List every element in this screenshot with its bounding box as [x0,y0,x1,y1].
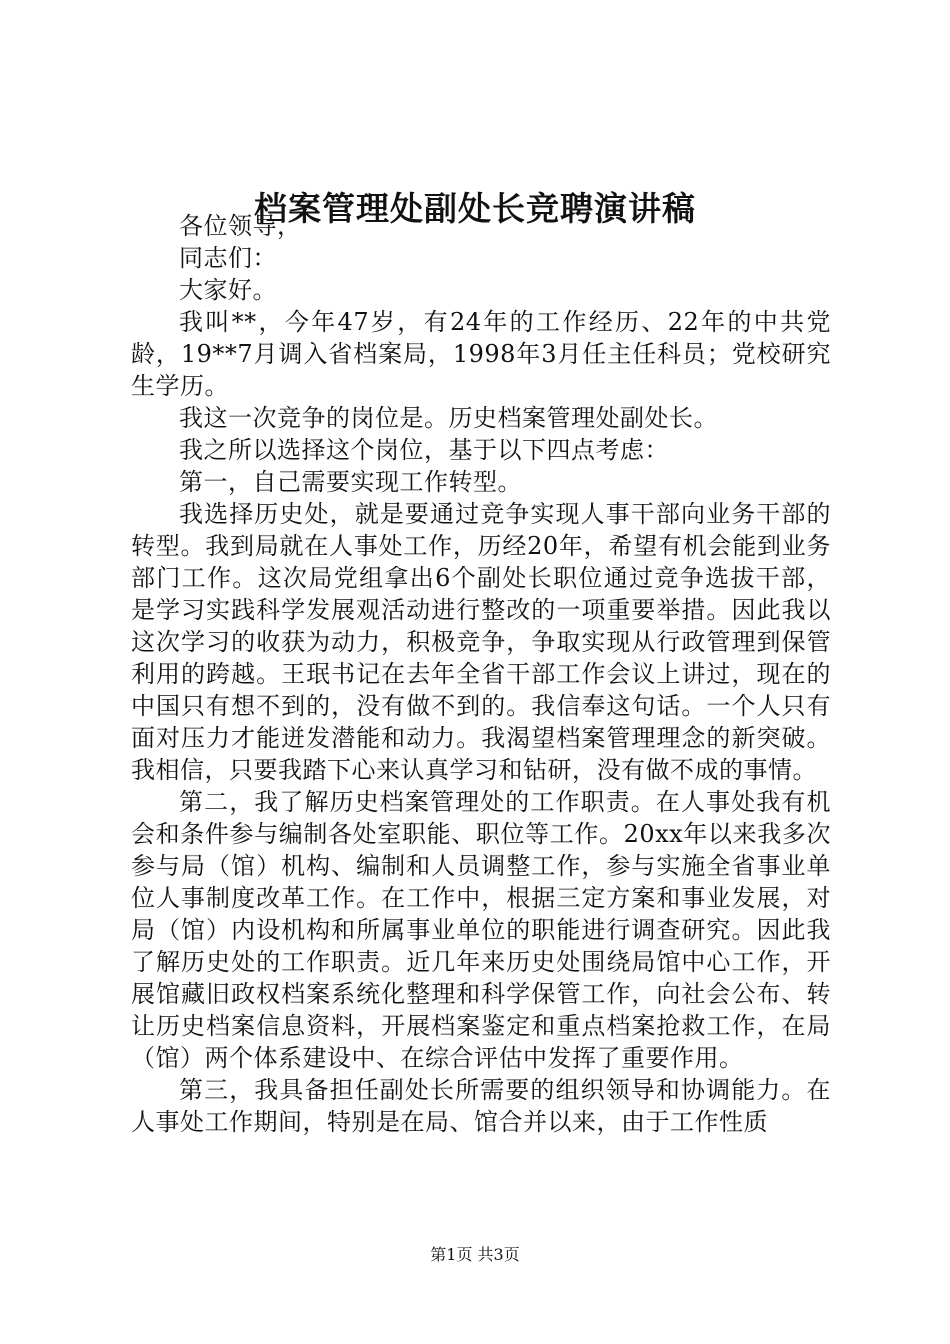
document-title: 档案管理处副处长竞聘演讲稿 [254,189,696,228]
document-body [131,210,831,1138]
paragraph-point-two: 第二，我了解历史档案管理处的工作职责。在人事处我有机会和条件参与编制各处室职能、职位等工作。20xx年以来我多次参与局（馆）机构、编制和人员调整工作，参与实施全省事业单位人事制度改革工作。在工作中，根据三定方案和事业发展，对局（馆）内设机构和所属事业单位的职能进行调查研究。因此我了解历史处的工作职责。近几年来历史处围绕局馆中心工作，开展馆藏旧政权档案系统化整理和科学保管工作，向社会公布、转让历史档案信息资料，开展档案鉴定和重点档案抢救工作，在局（馆）两个体系建设中、在综合评估中发挥了重要作用。 [131,788,831,1072]
paragraph-point-one-detail: 我选择历史处，就是要通过竞争实现人事干部向业务干部的转型。我到局就在人事处工作，历经20年，希望有机会能到业务部门工作。这次局党组拿出6个副处长职位通过竞争选拔干部，是学习实践科学发展观活动进行整改的一项重要举措。因此我以这次学习的收获为动力，积极竞争，争取实现从行政管理到保管利用的跨越。王珉书记在去年全省干部工作会议上讲过，现在的中国只有想不到的，没有做不到的。我信奉这句话。一个人只有面对压力才能迸发潜能和动力。我渴望档案管理理念的新突破。我相信，只要我踏下心来认真学习和钻研，没有做不成的事情。 [131,500,831,784]
paragraph-reasons-intro: 我之所以选择这个岗位，基于以下四点考虑： [179,436,669,464]
paragraph-self-intro: 我叫**，今年47岁，有24年的工作经历、22年的中共党龄，19**7月调入省档案局，1998年3月任主任科员；党校研究生学历。 [131,308,831,400]
paragraph-position: 我这一次竞争的岗位是。历史档案管理处副处长。 [179,404,718,432]
paragraph-salutation-comrades: 同志们： [179,244,277,272]
paragraph-point-one: 第一，自己需要实现工作转型。 [179,468,522,496]
paragraph-salutation-leaders: 各位领导， [179,212,302,240]
paragraph-greeting: 大家好。 [179,276,277,304]
page-footer: 第1页 共3页 [430,1245,520,1264]
paragraph-point-three: 第三，我具备担任副处长所需要的组织领导和协调能力。在人事处工作期间，特别是在局、馆合并以来，由于工作性质 [131,1076,831,1136]
